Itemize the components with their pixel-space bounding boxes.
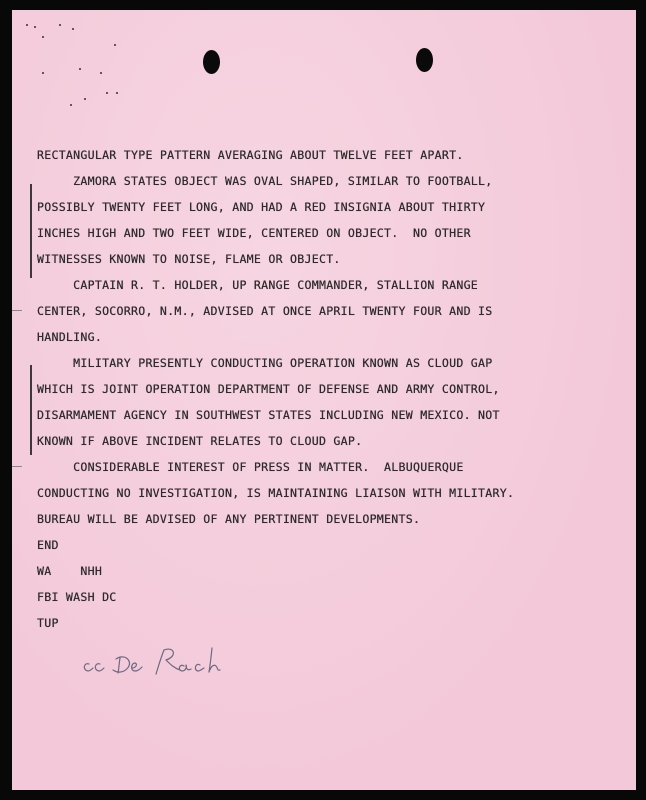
- text-line: WHICH IS JOINT OPERATION DEPARTMENT OF DEFENSE AND ARMY CONTROL,: [37, 382, 500, 396]
- text-line: RECTANGULAR TYPE PATTERN AVERAGING ABOUT TWELVE FEET APART.: [37, 148, 464, 162]
- margin-bracket: [30, 365, 32, 455]
- margin-bracket: [30, 184, 32, 278]
- speck: [100, 72, 102, 74]
- punch-hole-right: [416, 48, 433, 72]
- speck: [116, 92, 118, 94]
- text-line: TUP: [37, 616, 59, 630]
- text-line: CAPTAIN R. T. HOLDER, UP RANGE COMMANDER, STALLION RANGE: [37, 278, 479, 292]
- speck: [79, 68, 81, 70]
- speck: [70, 104, 72, 106]
- text-line: DISARMAMENT AGENCY IN SOUTHWEST STATES INCLUDING NEW MEXICO. NOT: [37, 408, 500, 422]
- text-line: POSSIBLY TWENTY FEET LONG, AND HAD A RED INSIGNIA ABOUT THIRTY: [37, 200, 486, 214]
- speck: [59, 24, 61, 26]
- speck: [106, 92, 108, 94]
- text-line: WA NHH: [37, 564, 103, 578]
- text-line: CENTER, SOCORRO, N.M., ADVISED AT ONCE APRIL TWENTY FOUR AND IS: [37, 304, 493, 318]
- text-line: HANDLING.: [37, 330, 103, 344]
- speck: [34, 26, 36, 28]
- text-line: INCHES HIGH AND TWO FEET WIDE, CENTERED ON OBJECT. NO OTHER: [37, 226, 471, 240]
- text-line: WITNESSES KNOWN TO NOISE, FLAME OR OBJECT.: [37, 252, 341, 266]
- text-line: BUREAU WILL BE ADVISED OF ANY PERTINENT DEVELOPMENTS.: [37, 512, 421, 526]
- text-line: CONSIDERABLE INTEREST OF PRESS IN MATTER. ALBUQUERQUE: [37, 460, 464, 474]
- speck: [114, 44, 116, 46]
- punch-hole-left: [203, 50, 220, 74]
- edge-mark: [12, 310, 22, 311]
- speck: [26, 24, 28, 26]
- text-line: END: [37, 538, 59, 552]
- text-line: FBI WASH DC: [37, 590, 117, 604]
- speck: [84, 98, 86, 100]
- document-page: [12, 10, 636, 790]
- text-line: CONDUCTING NO INVESTIGATION, IS MAINTAINING LIAISON WITH MILITARY.: [37, 486, 515, 500]
- text-line: ZAMORA STATES OBJECT WAS OVAL SHAPED, SIMILAR TO FOOTBALL,: [37, 174, 493, 188]
- handwritten-cc-note: [80, 642, 240, 686]
- handwriting-drawing: [80, 642, 240, 686]
- speck: [42, 72, 44, 74]
- text-line: MILITARY PRESENTLY CONDUCTING OPERATION KNOWN AS CLOUD GAP: [37, 356, 493, 370]
- speck: [72, 28, 74, 30]
- speck: [42, 36, 44, 38]
- edge-mark: [12, 466, 22, 467]
- text-line: KNOWN IF ABOVE INCIDENT RELATES TO CLOUD GAP.: [37, 434, 363, 448]
